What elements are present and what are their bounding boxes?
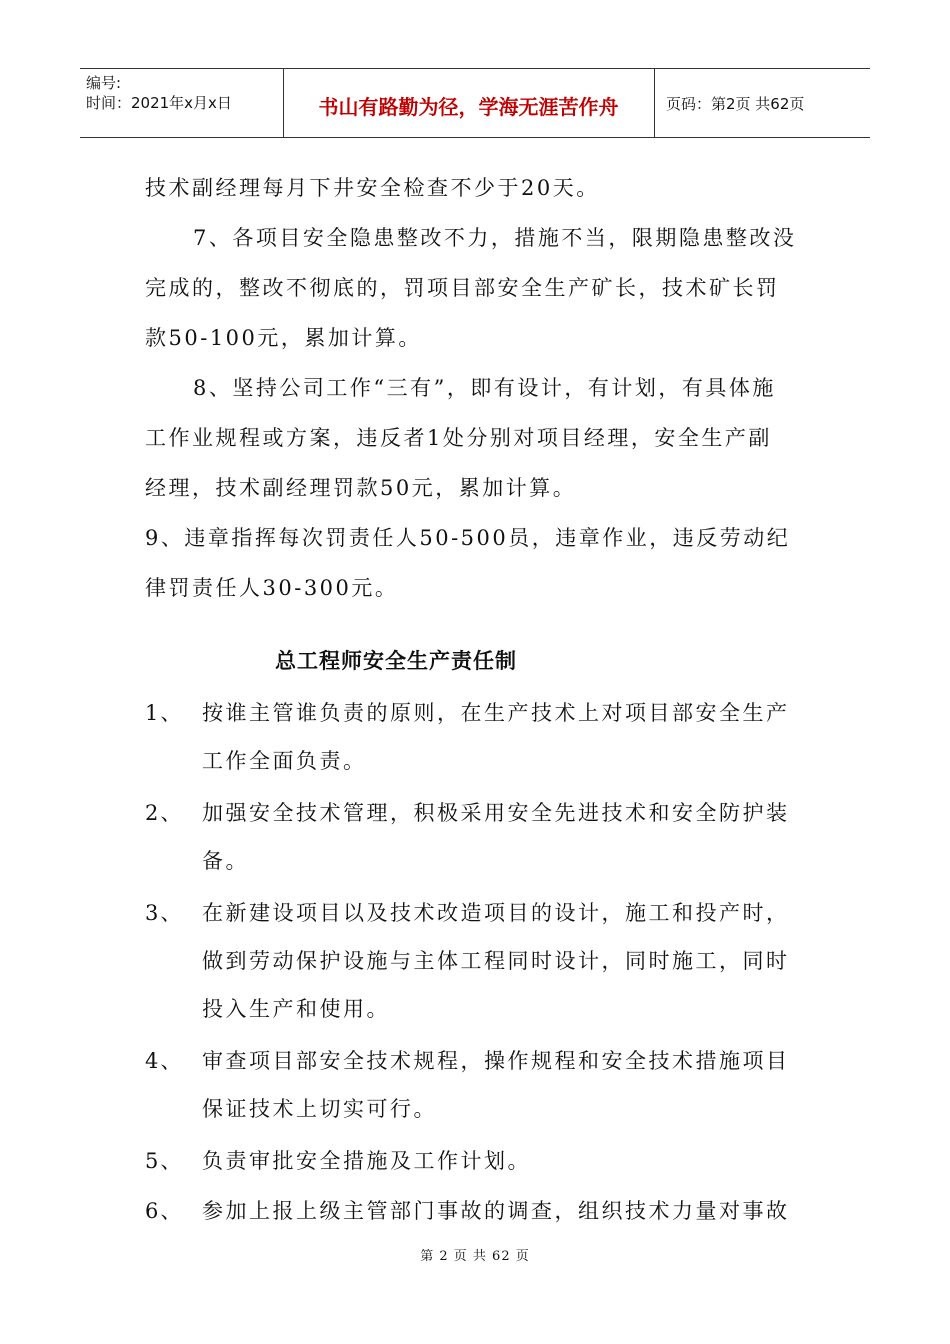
text-line: 律罚责任人30-300元。	[145, 576, 399, 600]
text-line: 工作业规程或方案，违反者1处分别对项目经理，安全生产副	[145, 426, 772, 450]
header-motto: 书山有路勤为径，学海无涯苦作舟	[318, 95, 619, 119]
item-line: 投入生产和使用。	[202, 997, 390, 1021]
item-number: 3、	[145, 901, 184, 925]
item-line: 备。	[202, 849, 249, 873]
header-page-info: 页码：第2页 共62页	[666, 95, 805, 113]
time-label: 时间：2021年x月x日	[86, 94, 232, 112]
serial-label: 编号:	[86, 74, 122, 92]
page-header	[80, 68, 870, 138]
text-line: 7、各项目安全隐患整改不力，措施不当，限期隐患整改没	[193, 226, 797, 250]
text-line: 经理，技术副经理罚款50元，累加计算。	[145, 476, 577, 500]
header-meta	[86, 73, 232, 113]
text-line: 技术副经理每月下井安全检查不少于20天。	[145, 176, 600, 200]
section-title: 总工程师安全生产责任制	[275, 649, 517, 673]
item-line: 在新建设项目以及技术改造项目的设计，施工和投产时，	[202, 901, 790, 925]
item-line: 按谁主管谁负责的原则，在生产技术上对项目部安全生产	[202, 701, 790, 725]
item-number: 6、	[145, 1199, 184, 1223]
item-line: 工作全面负责。	[202, 749, 367, 773]
item-line: 做到劳动保护设施与主体工程同时设计，同时施工，同时	[202, 949, 790, 973]
item-line: 负责审批安全措施及工作计划。	[202, 1149, 531, 1173]
item-number: 1、	[145, 701, 184, 725]
header-divider	[654, 69, 655, 137]
item-line: 保证技术上切实可行。	[202, 1097, 437, 1121]
text-line: 8、坚持公司工作“三有”，即有设计，有计划，有具体施	[193, 376, 776, 400]
item-number: 4、	[145, 1049, 184, 1073]
text-line: 完成的，整改不彻底的，罚项目部安全生产矿长，技术矿长罚	[145, 276, 780, 300]
item-line: 审查项目部安全技术规程，操作规程和安全技术措施项目	[202, 1049, 790, 1073]
text-line: 款50-100元，累加计算。	[145, 326, 422, 350]
item-line: 参加上报上级主管部门事故的调查，组织技术力量对事故	[202, 1199, 790, 1223]
page-footer: 第 2 页 共 62 页	[420, 1249, 530, 1264]
item-number: 5、	[145, 1149, 184, 1173]
item-line: 加强安全技术管理，积极采用安全先进技术和安全防护装	[202, 801, 790, 825]
item-number: 2、	[145, 801, 184, 825]
text-line: 9、违章指挥每次罚责任人50-500员，违章作业，违反劳动纪	[145, 526, 791, 550]
